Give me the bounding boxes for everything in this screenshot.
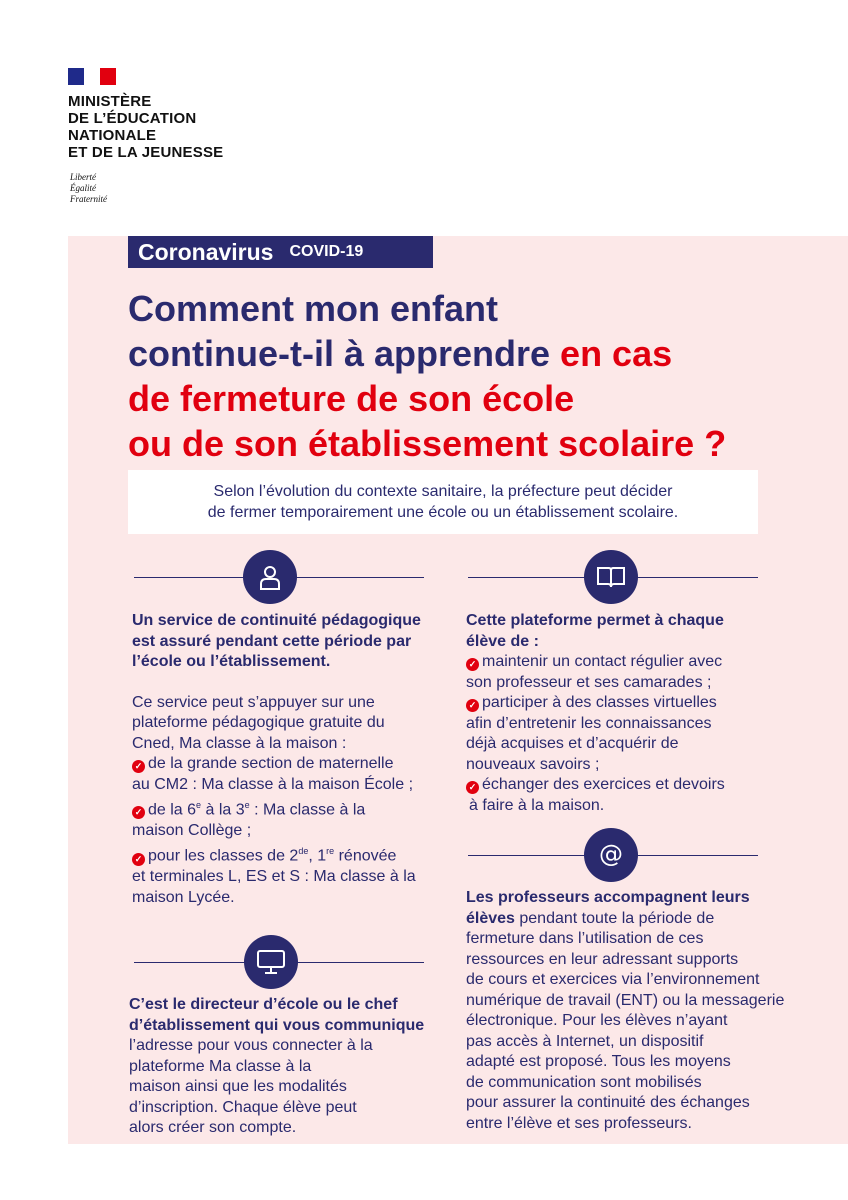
check-icon: ✓: [466, 781, 479, 794]
right-section-2: Les professeurs accompagnent leurs élèves pendant toute la période de fermeture dans l’utilisation de ces ressources en leur adressant supports de cours et exercices via l’environnement numérique de travail (ENT) ou la messagerie électronique. Pour les élèves n’ayant pas accès à Internet, un dispositif adapté est proposé. Tous les moyens de communication sont mobilisés pour assurer la continuité des échanges entre l’élève et ses professeurs.: [466, 889, 785, 1132]
right-section-1: Cette plateforme permet à chaque élève de : ✓ maintenir un contact régulier avec son professeur et ses camarades ; ✓ participer à des classes virtuelles afin d’entretenir les connaissances déjà acquises et d’acquérir de nouveaux savoirs ; ✓ échanger des exercices et devoirs à faire à la maison.: [466, 612, 725, 814]
page-title: Comment mon enfant continue-t-il à apprendre en cas de fermeture de son école ou de son établissement scolaire ?: [128, 288, 727, 464]
topic-tag: Coronavirus COVID-19: [128, 236, 433, 268]
left-section-1: Un service de continuité pédagogique est assuré pendant cette période par l’école ou l’établissement. Ce service peut s’appuyer sur une plateforme pédagogique gratuite du Cned, Ma classe à la maison : ✓ de la grande section de maternelle au CM2 : Ma classe à la maison École ; ✓ de la 6e à la 3e : Ma classe à la maison Collège ; ✓ pour les classes de 2de, 1re rénovée et terminales L, ES et S : Ma classe à la maison Lycée.: [132, 612, 421, 906]
check-icon: ✓: [466, 658, 479, 671]
monitor-icon: [244, 935, 298, 989]
person-icon: [243, 550, 297, 604]
check-icon: ✓: [132, 853, 145, 866]
left-section-2: C’est le directeur d’école ou le chef d’établissement qui vous communique l’adresse pour vous connecter à la plateforme Ma classe à la maison ainsi que les modalités d’inscription. Chaque élève peut alors créer son compte.: [129, 996, 425, 1136]
svg-text:@: @: [599, 840, 623, 868]
check-icon: ✓: [132, 760, 145, 773]
ministry-name: MINISTÈRE DE L’ÉDUCATION NATIONALE ET DE LA JEUNESSE: [68, 93, 224, 161]
book-icon: [584, 550, 638, 604]
republic-motto: Liberté Égalité Fraternité: [70, 172, 107, 204]
check-icon: ✓: [132, 806, 145, 819]
at-sign-icon: [584, 828, 638, 882]
check-icon: ✓: [466, 699, 479, 712]
republic-flag-logo: [68, 68, 116, 85]
intro-box: Selon l’évolution du contexte sanitaire, la préfecture peut décider de fermer temporairement une école ou un établissement scolaire.: [128, 470, 758, 534]
